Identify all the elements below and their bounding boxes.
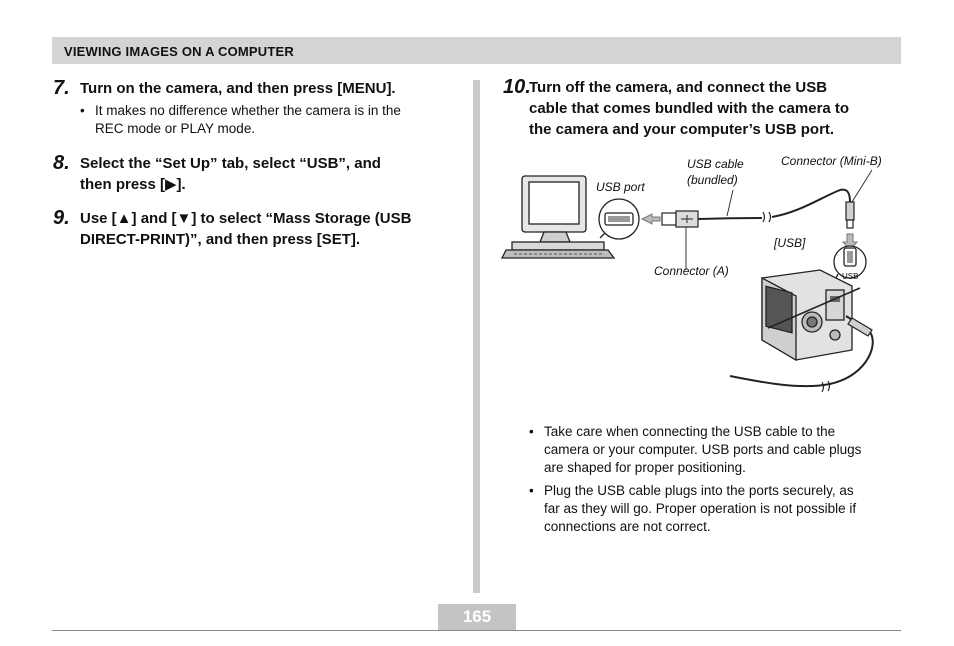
note-line: Plug the USB cable plugs into the ports securely, as — [544, 483, 854, 498]
connector-mini-b-label: Connector (Mini-B) — [781, 154, 882, 168]
note-line: Take care when connecting the USB cable to the — [544, 424, 836, 439]
right-note-2 — [529, 482, 909, 536]
usb-bracket-label: [USB] — [774, 236, 806, 250]
bullet: • — [80, 103, 85, 118]
usb-cable — [698, 190, 850, 219]
note-line: It makes no difference whether the camera is in the — [95, 103, 401, 118]
step-9-line: DIRECT-PRINT)”, and then press [SET]. — [80, 231, 361, 248]
camera-usb-label: USB — [842, 272, 859, 281]
step-8-line: then press [▶]. — [80, 176, 186, 193]
footer-rule — [52, 630, 901, 631]
usb-port-label: USB port — [596, 180, 645, 194]
step-9-line: Use [▲] and [▼] to select “Mass Storage (USB — [80, 210, 412, 227]
section-title: VIEWING IMAGES ON A COMPUTER — [64, 44, 294, 59]
step-9-text — [80, 208, 411, 250]
step-7-text: Turn on the camera, and then press [MENU]. — [80, 80, 396, 97]
page-number: 165 — [462, 607, 492, 626]
usb-connection-illustration — [500, 150, 910, 410]
camera-cable-break — [822, 381, 830, 392]
bullet: • — [529, 483, 534, 498]
note-line: connections are not correct. — [544, 519, 711, 534]
insert-arrow — [642, 214, 660, 224]
right-note-1 — [529, 423, 909, 477]
step-10-line: Turn off the camera, and connect the USB — [529, 79, 828, 96]
mini-b-leader — [852, 170, 872, 202]
page-number-box — [438, 604, 516, 630]
note-line: REC mode or PLAY mode. — [95, 121, 256, 136]
step-10-number: 10. — [503, 76, 531, 98]
usb-port-callout — [599, 199, 639, 239]
usb-cable-label: (bundled) — [687, 173, 738, 187]
note-line: are shaped for proper positioning. — [544, 460, 746, 475]
note-line: camera or your computer. USB ports and cable plugs — [544, 442, 862, 457]
step-8-line: Select the “Set Up” tab, select “USB”, and — [80, 155, 381, 172]
connector-a-plug — [662, 211, 698, 227]
step-10-line: cable that comes bundled with the camera to — [529, 100, 850, 117]
step-7-number: 7. — [53, 77, 70, 99]
step-8-text — [80, 153, 381, 195]
section-header — [52, 37, 901, 64]
usb-cable-leader — [727, 190, 733, 216]
cable-break — [763, 212, 771, 222]
note-line: far as they will go. Proper operation is not possible if — [544, 501, 857, 516]
usb-cable-label: USB cable — [687, 157, 744, 171]
step-10-text — [529, 77, 849, 140]
connector-a-label: Connector (A) — [654, 264, 729, 278]
connector-mini-b-plug — [846, 202, 854, 228]
step-9-number: 9. — [53, 207, 70, 229]
step-10-line: the camera and your computer’s USB port. — [529, 121, 835, 138]
step-8-number: 8. — [53, 152, 70, 174]
camera-icon — [762, 270, 860, 360]
left-note — [80, 102, 450, 138]
bullet: • — [529, 424, 534, 439]
column-divider — [473, 80, 480, 593]
